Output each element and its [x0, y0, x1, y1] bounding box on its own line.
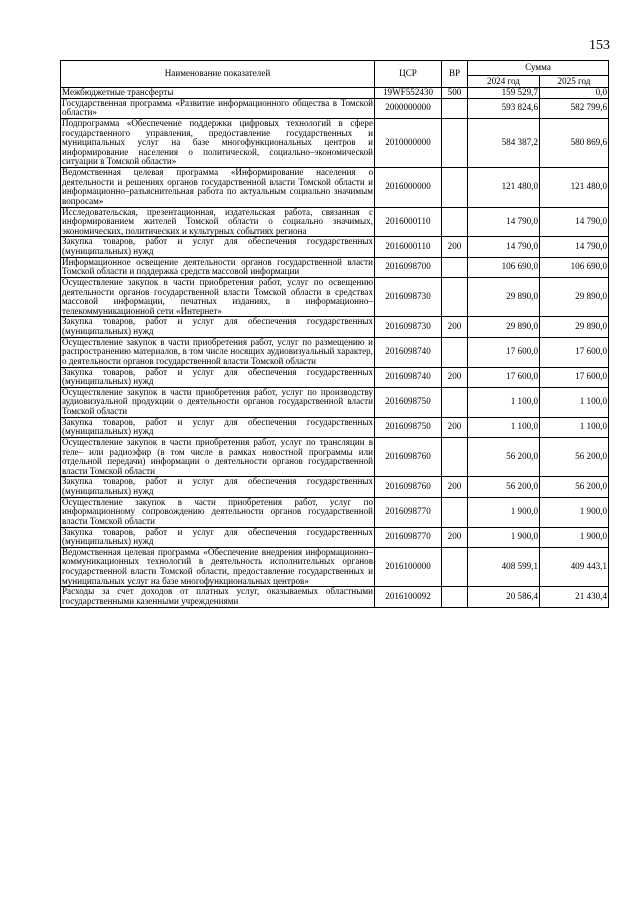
row-sum-2024: 29 890,0: [468, 277, 540, 317]
row-sum-2024: 1 900,0: [468, 527, 540, 547]
table-row: [61, 387, 609, 417]
table-row: [61, 477, 609, 497]
table-row: [61, 118, 609, 167]
row-csr: 2016098770: [375, 497, 442, 527]
row-vr: [442, 207, 468, 237]
row-csr: 2016100000: [375, 547, 442, 587]
budget-table: [60, 60, 609, 608]
row-sum-2024: 29 890,0: [468, 317, 540, 337]
row-name: Информационное освещение деятельности органов государственной власти Томской области и поддержка средств массовой информации: [62, 256, 373, 277]
table-row: [61, 417, 609, 437]
header-sum: Сумма: [468, 61, 609, 76]
table-header: [61, 61, 609, 88]
row-name: Осуществление закупок в части приобретения работ, услуг по производству аудиовизуальной продукции о деятельности органов государственной власти Томской области: [62, 386, 373, 416]
row-sum-2024: 584 387,2: [468, 118, 540, 167]
row-csr: 2016098770: [375, 527, 442, 547]
row-csr: 2010000000: [375, 118, 442, 167]
row-sum-2025: 580 869,6: [540, 118, 609, 167]
row-csr: 2016098700: [375, 257, 442, 277]
row-sum-2025: 106 690,0: [540, 257, 609, 277]
row-csr: 2016098730: [375, 277, 442, 317]
row-csr: 2016098740: [375, 337, 442, 367]
row-vr: [442, 387, 468, 417]
row-sum-2025: 56 200,0: [540, 437, 609, 477]
row-sum-2025: 409 443,1: [540, 547, 609, 587]
row-csr: 2016000110: [375, 207, 442, 237]
row-sum-2025: 21 430,4: [540, 587, 609, 607]
row-vr: [442, 98, 468, 118]
row-name: Осуществление закупок в части приобретения работ, услуг по освещению деятельности органов государственной власти Томской области в средствах массовой информации, печатных изданиях, в информационно–телекоммуникационной сети «Интернет»: [62, 276, 373, 316]
row-csr: 2016098730: [375, 317, 442, 337]
row-sum-2024: 159 529,7: [468, 88, 540, 99]
table-row: [61, 237, 609, 257]
table-row: [61, 547, 609, 587]
table-row: [61, 367, 609, 387]
header-year-2024: 2024 год: [468, 76, 540, 88]
row-name: Исследовательская, презентационная, издательская работа, связанная с информированием жителей Томской области о социально значимых, экономических, политических и культурных событиях региона: [62, 206, 373, 236]
row-sum-2024: 121 480,0: [468, 168, 540, 208]
row-name: Государственная программа «Развитие информационного общества в Томской области»: [62, 97, 373, 118]
row-sum-2024: 56 200,0: [468, 437, 540, 477]
row-vr: [442, 437, 468, 477]
table-row: [61, 168, 609, 208]
row-vr: 200: [442, 367, 468, 387]
header-csr: ЦСР: [375, 61, 442, 88]
row-csr: 2016098740: [375, 367, 442, 387]
row-sum-2025: 17 600,0: [540, 367, 609, 387]
row-name: Осуществление закупок в части приобретения работ, услуг по информационному сопровождению деятельности органов государственной власти Томской области: [62, 496, 373, 526]
row-name: Закупка товаров, работ и услуг для обеспечения государственных (муниципальных) нужд: [62, 476, 373, 496]
row-name: Ведомственная целевая программа «Обеспечение внедрения информационно–коммуникационных технологий в деятельность исполнительных органов государственной власти Томской области, предоставление государственных и муниципальных услуг на базе многофункциональных центров»: [62, 546, 373, 586]
row-vr: [442, 118, 468, 167]
row-sum-2024: 14 790,0: [468, 237, 540, 257]
row-csr: 2016098750: [375, 417, 442, 437]
row-sum-2025: 1 900,0: [540, 497, 609, 527]
row-sum-2025: 17 600,0: [540, 337, 609, 367]
row-vr: [442, 168, 468, 208]
row-vr: [442, 277, 468, 317]
table-row: [61, 527, 609, 547]
table-row: [61, 337, 609, 367]
row-name: Закупка товаров, работ и услуг для обеспечения государственных (муниципальных) нужд: [62, 316, 373, 336]
row-vr: 200: [442, 417, 468, 437]
row-vr: [442, 257, 468, 277]
row-name: Закупка товаров, работ и услуг для обеспечения государственных (муниципальных) нужд: [62, 366, 373, 387]
row-sum-2025: 29 890,0: [540, 277, 609, 317]
table-row: [61, 88, 609, 99]
row-csr: 19WF552430: [375, 88, 442, 99]
row-vr: 200: [442, 237, 468, 257]
table-row: [61, 317, 609, 337]
row-csr: 2000000000: [375, 98, 442, 118]
header-name: Наименование показателей: [61, 61, 375, 88]
row-vr: [442, 587, 468, 607]
table-row: [61, 257, 609, 277]
row-sum-2024: 20 586,4: [468, 587, 540, 607]
row-name: Осуществление закупок в части приобретения работ, услуг по трансляции в теле– или радиоэфир (в том числе в рамках новостной программы или отдельной передачи) информации о деятельности органов государственной власти Томской области: [62, 436, 373, 476]
row-name: Закупка товаров, работ и услуг для обеспечения государственных (муниципальных) нужд: [62, 236, 373, 256]
row-name: Межбюджетные трансферты: [61, 88, 375, 99]
row-csr: 2016098760: [375, 437, 442, 477]
row-csr: 2016100092: [375, 587, 442, 607]
row-sum-2024: 106 690,0: [468, 257, 540, 277]
row-sum-2025: 0,0: [540, 88, 609, 99]
row-sum-2025: 14 790,0: [540, 237, 609, 257]
row-sum-2025: 1 900,0: [540, 527, 609, 547]
row-vr: 500: [442, 88, 468, 99]
row-name: Подпрограмма «Обеспечение поддержки цифровых технологий в сфере государственного управления, предоставление государственных и муниципальных услуг на базе многофункциональных центров и информирование населения о политической, социально–экономической ситуации в Томской области»: [62, 117, 373, 167]
row-sum-2024: 14 790,0: [468, 207, 540, 237]
row-vr: [442, 547, 468, 587]
row-sum-2025: 29 890,0: [540, 317, 609, 337]
row-sum-2024: 17 600,0: [468, 367, 540, 387]
row-sum-2024: 1 100,0: [468, 387, 540, 417]
row-name: Расходы за счет доходов от платных услуг, оказываемых областными государственными казенными учреждениями: [62, 586, 373, 606]
row-sum-2024: 17 600,0: [468, 337, 540, 367]
row-sum-2024: 1 100,0: [468, 417, 540, 437]
row-vr: [442, 497, 468, 527]
row-vr: 200: [442, 477, 468, 497]
table-body: [61, 88, 609, 608]
row-name: Осуществление закупок в части приобретения работ, услуг по размещению и распространению материалов, в том числе носящих аудиовизуальный характер, о деятельности органов государственной власти Томской области: [62, 336, 373, 366]
row-csr: 2016000110: [375, 237, 442, 257]
row-csr: 2016098760: [375, 477, 442, 497]
row-vr: 200: [442, 527, 468, 547]
table-row: [61, 497, 609, 527]
row-sum-2024: 1 900,0: [468, 497, 540, 527]
row-sum-2025: 1 100,0: [540, 387, 609, 417]
row-sum-2025: 582 799,6: [540, 98, 609, 118]
row-name: Закупка товаров, работ и услуг для обеспечения государственных (муниципальных) нужд: [62, 526, 373, 547]
header-vr: ВР: [442, 61, 468, 88]
row-csr: 2016000000: [375, 168, 442, 208]
row-sum-2025: 14 790,0: [540, 207, 609, 237]
row-sum-2025: 1 100,0: [540, 417, 609, 437]
row-sum-2025: 121 480,0: [540, 168, 609, 208]
row-sum-2024: 56 200,0: [468, 477, 540, 497]
row-name: Ведомственная целевая программа «Информирование населения о деятельности и решениях органов государственной власти Томской области и информационно–разъяснительная работа по актуальным социально значимым вопросам»: [62, 167, 373, 206]
table-row: [61, 437, 609, 477]
table-row: [61, 277, 609, 317]
table-row: [61, 587, 609, 607]
row-sum-2024: 593 824,6: [468, 98, 540, 118]
header-year-2025: 2025 год: [540, 76, 609, 88]
row-name: Закупка товаров, работ и услуг для обеспечения государственных (муниципальных) нужд: [62, 416, 373, 437]
row-sum-2025: 56 200,0: [540, 477, 609, 497]
table-row: [61, 98, 609, 118]
row-vr: 200: [442, 317, 468, 337]
row-sum-2024: 408 599,1: [468, 547, 540, 587]
row-vr: [442, 337, 468, 367]
page-number: 153: [589, 38, 610, 53]
row-csr: 2016098750: [375, 387, 442, 417]
table-row: [61, 207, 609, 237]
